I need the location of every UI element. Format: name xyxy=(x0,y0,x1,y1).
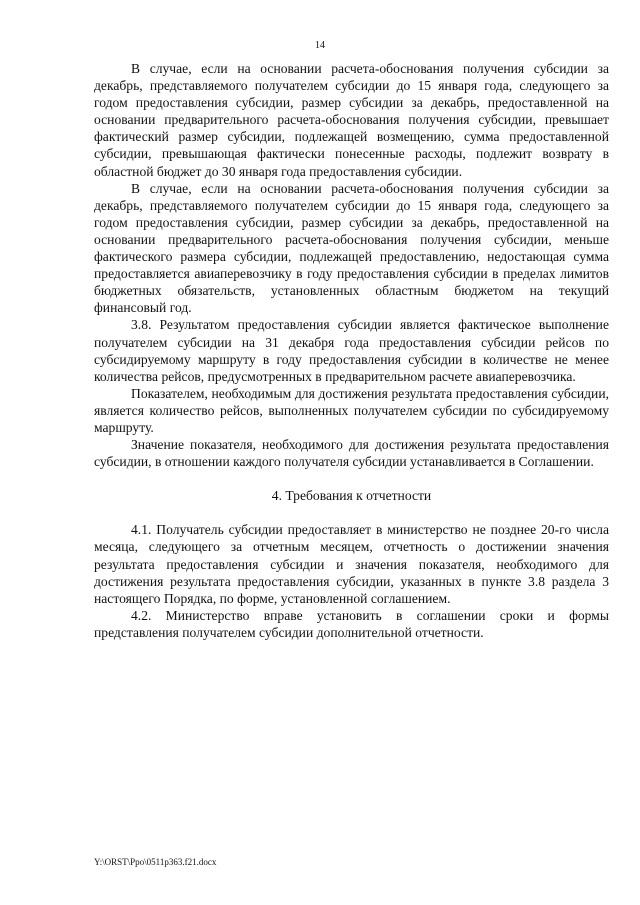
paragraph-shortfall-payment: В случае, если на основании расчета-обоснования получения субсидии за декабрь, представляемого получателем субсидии до 15 января года, следующего за годом предоставления субсидии, размер субсидии за декабрь, предоставленной на основании предварительного расчета-обоснования получения субсидии, меньше фактического размера субсидии, подлежащей предоставлению, недостающая сумма предоставляется авиаперевозчику в году предоставления субсидии в пределах лимитов бюджетных обязательств, установленных областным бюджетом на текущий финансовый год. xyxy=(94,180,609,316)
paragraph-indicator-value: Значение показателя, необходимого для достижения результата предоставления субсидии, в отношении каждого получателя субсидии устанавливается в Соглашении. xyxy=(94,437,609,470)
section-heading-reporting: 4. Требования к отчетности xyxy=(271,488,432,504)
footer-file-path: Y:\ORST\Ppo\0511p363.f21.docx xyxy=(94,857,217,867)
document-body xyxy=(94,60,609,641)
page-number: 14 xyxy=(315,40,325,51)
paragraph-result-indicator: Показателем, необходимым для достижения результата предоставления субсидии, является количество рейсов, выполненных получателем субсидии по субсидируемому маршруту. xyxy=(94,385,609,435)
paragraph-overpayment-return: В случае, если на основании расчета-обоснования получения субсидии за декабрь, представляемого получателем субсидии до 15 января года, следующего за годом предоставления субсидии, размер субсидии за декабрь, предоставленной на основании предварительного расчета-обоснования получения субсидии, превышает фактический размер субсидии, подлежащей возмещению, сумма предоставленной субсидии, превышающая фактически понесенные расходы, подлежит возврату в областной бюджет до 30 января года предоставления субсидии. xyxy=(94,61,609,179)
paragraph-clause-3-8-result: 3.8. Результатом предоставления субсидии является фактическое выполнение получателем субсидии на 31 декабря года предоставления субсидии рейсов по субсидируемому маршруту в году предоставления субсидии в количестве не менее количества рейсов, предусмотренных в предварительном расчете авиаперевозчика. xyxy=(94,317,609,384)
paragraph-clause-4-1: 4.1. Получатель субсидии предоставляет в министерство не позднее 20-го числа месяца, следующего за отчетным месяцем, отчетность о достижении значения результата предоставления субсидии и значения показателя, необходимого для достижения результата предоставления субсидии, указанных в пункте 3.8 раздела 3 настоящего Порядка, по форме, установленной соглашением. xyxy=(94,522,609,606)
paragraph-clause-4-2: 4.2. Министерство вправе установить в соглашении сроки и формы представления получателем субсидии дополнительной отчетности. xyxy=(94,607,609,640)
